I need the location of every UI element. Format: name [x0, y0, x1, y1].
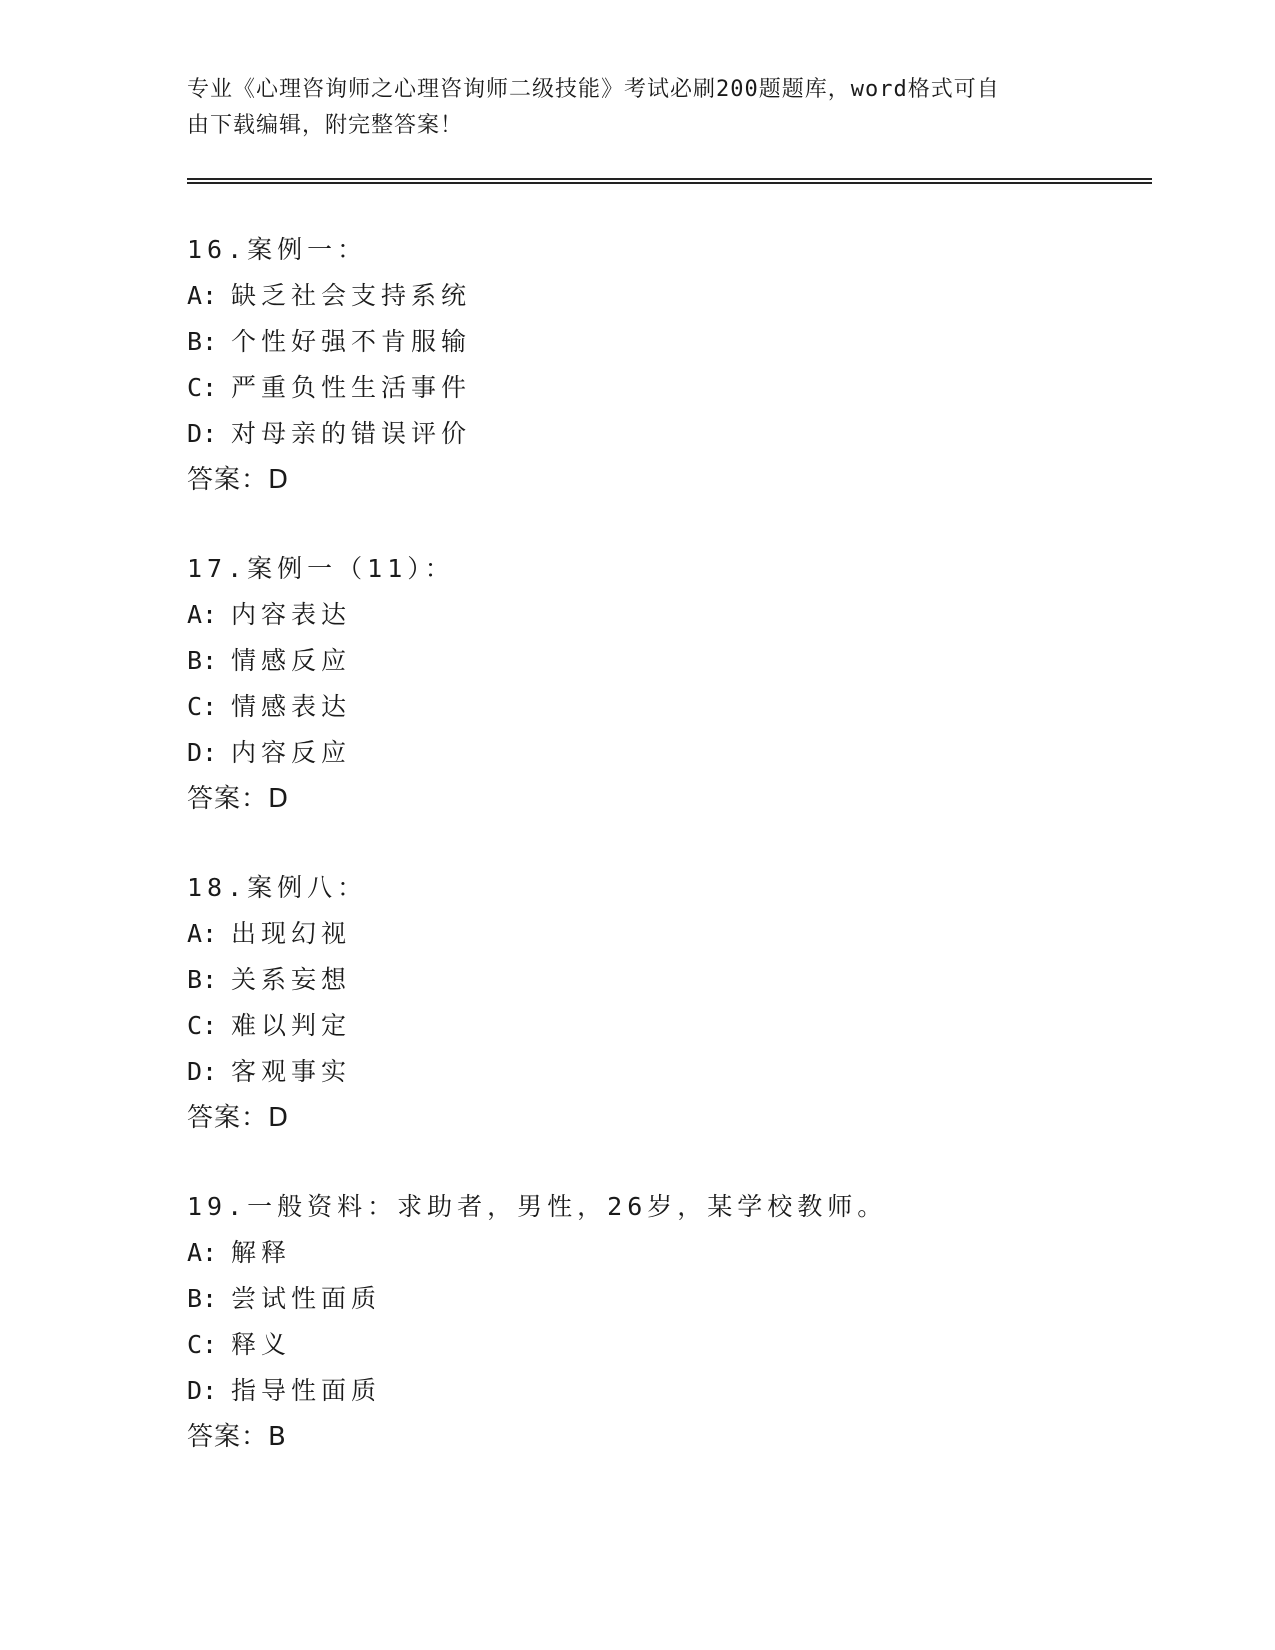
option-letter: B:: [187, 965, 218, 994]
question-title: 19.一般资料：求助者，男性，26岁，某学校教师。: [187, 1192, 888, 1221]
option-d: [187, 411, 1147, 457]
header-line-2: 由下载编辑，附完整答案！: [187, 113, 464, 138]
option-text: 解释: [231, 1238, 292, 1267]
question-title: 16.案例一：: [187, 235, 368, 264]
question-block: [187, 1184, 1147, 1460]
option-text: 指导性面质: [231, 1376, 382, 1405]
option-text: 情感反应: [231, 646, 352, 675]
option-b: [187, 957, 1147, 1003]
option-text: 内容反应: [231, 738, 352, 767]
header-divider: [187, 178, 1152, 184]
option-a: [187, 273, 1147, 319]
option-a: [187, 911, 1147, 957]
option-letter: A:: [187, 600, 218, 629]
option-b: [187, 1276, 1147, 1322]
option-letter: C:: [187, 692, 218, 721]
option-letter: D:: [187, 1057, 218, 1086]
option-letter: B:: [187, 1284, 218, 1313]
option-text: 尝试性面质: [231, 1284, 382, 1313]
option-letter: A:: [187, 1238, 218, 1267]
answer-line: 答案：D: [187, 465, 290, 495]
option-c: [187, 1003, 1147, 1049]
option-c: [187, 1322, 1147, 1368]
option-d: [187, 730, 1147, 776]
option-text: 对母亲的错误评价: [231, 419, 472, 448]
option-letter: D:: [187, 738, 218, 767]
option-d: [187, 1049, 1147, 1095]
option-text: 出现幻视: [231, 919, 352, 948]
option-letter: B:: [187, 327, 218, 356]
option-letter: C:: [187, 1011, 218, 1040]
option-c: [187, 365, 1147, 411]
option-letter: D:: [187, 1376, 218, 1405]
option-b: [187, 638, 1147, 684]
option-text: 关系妄想: [231, 965, 352, 994]
question-title: 17.案例一（11）：: [187, 554, 455, 583]
option-letter: A:: [187, 281, 218, 310]
option-a: [187, 592, 1147, 638]
question-block: [187, 227, 1147, 503]
option-text: 释义: [231, 1330, 292, 1359]
option-letter: C:: [187, 373, 218, 402]
answer-line: 答案：D: [187, 1103, 290, 1133]
header-line-1: 专业《心理咨询师之心理咨询师二级技能》考试必刷200题题库，word格式可自: [187, 77, 1000, 102]
option-letter: B:: [187, 646, 218, 675]
option-text: 个性好强不肯服输: [231, 327, 472, 356]
answer-line: 答案：D: [187, 784, 290, 814]
question-title: 18.案例八：: [187, 873, 368, 902]
question-block: [187, 865, 1147, 1141]
answer-line: 答案：B: [187, 1422, 287, 1452]
option-text: 难以判定: [231, 1011, 352, 1040]
option-b: [187, 319, 1147, 365]
option-letter: D:: [187, 419, 218, 448]
option-d: [187, 1368, 1147, 1414]
option-c: [187, 684, 1147, 730]
question-block: [187, 546, 1147, 822]
option-text: 严重负性生活事件: [231, 373, 472, 402]
document-header: [187, 72, 1067, 144]
option-text: 情感表达: [231, 692, 352, 721]
option-letter: C:: [187, 1330, 218, 1359]
option-letter: A:: [187, 919, 218, 948]
option-text: 缺乏社会支持系统: [231, 281, 472, 310]
option-a: [187, 1230, 1147, 1276]
option-text: 内容表达: [231, 600, 352, 629]
option-text: 客观事实: [231, 1057, 352, 1086]
